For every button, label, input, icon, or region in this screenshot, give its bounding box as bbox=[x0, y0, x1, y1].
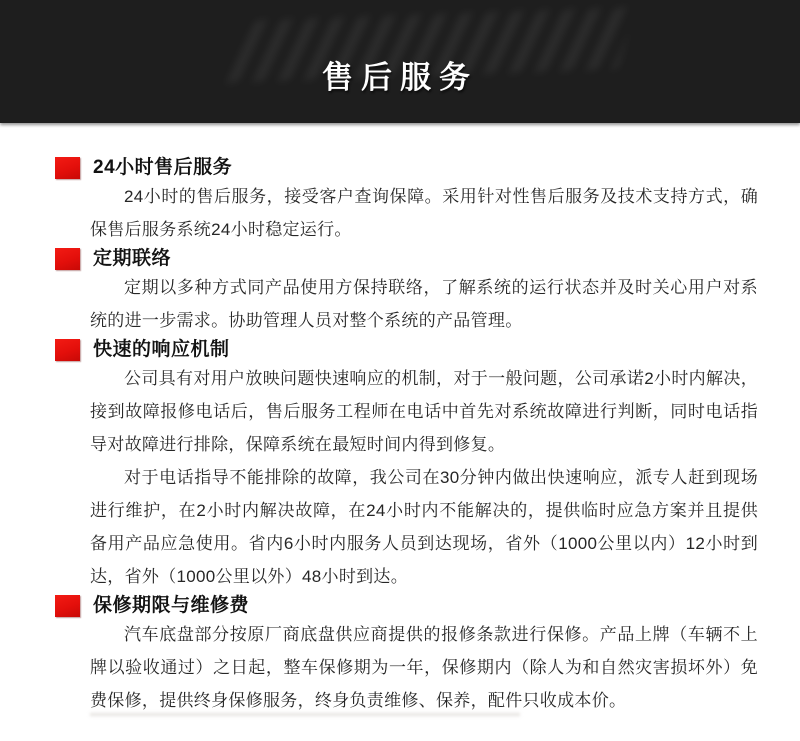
scan-artifact-line bbox=[90, 713, 520, 716]
section-heading-row bbox=[55, 593, 758, 618]
section-body bbox=[55, 271, 758, 337]
section-heading: 保修期限与维修费 bbox=[93, 595, 250, 616]
section-paragraph: 汽车底盘部分按原厂商底盘供应商提供的报修条款进行保修。产品上牌（车辆不上牌以验收通过）之日起，整车保修期为一年，保修期内（除人为和自然灾害损坏外）免费保修，提供终身保修服务，终身负责维修、保养，配件只收成本价。 bbox=[90, 625, 758, 710]
section-paragraph: 24小时的售后服务，接受客户查询保障。采用针对性售后服务及技术支持方式，确保售后服务系统24小时稳定运行。 bbox=[90, 187, 758, 239]
section-paragraph: 对于电话指导不能排除的故障，我公司在30分钟内做出快速响应，派专人赶到现场进行维护，在2小时内解决故障，在24小时内不能解决的，提供临时应急方案并且提供备用产品应急使用。省内6小时内服务人员到达现场，省外（1000公里以内）12小时到达，省外（1000公里以外）48小时到达。 bbox=[90, 468, 758, 586]
red-square-bullet bbox=[55, 339, 80, 361]
red-square-bullet bbox=[55, 248, 80, 270]
section-body bbox=[55, 180, 758, 246]
section-heading: 24小时售后服务 bbox=[93, 157, 233, 178]
section-heading-row bbox=[55, 337, 758, 362]
section-paragraph: 公司具有对用户放映问题快速响应的机制，对于一般问题，公司承诺2小时内解决，接到故障报修电话后，售后服务工程师在电话中首先对系统故障进行判断，同时电话指导对故障进行排除，保障系统在最短时间内得到修复。 bbox=[90, 369, 758, 454]
section-heading-row bbox=[55, 155, 758, 180]
header-banner bbox=[0, 0, 800, 123]
section-24h-service bbox=[55, 155, 758, 246]
section-body bbox=[55, 362, 758, 593]
red-square-bullet bbox=[55, 157, 80, 179]
section-body bbox=[55, 618, 758, 717]
section-paragraph: 定期以多种方式同产品使用方保持联络，了解系统的运行状态并及时关心用户对系统的进一步需求。协助管理人员对整个系统的产品管理。 bbox=[90, 278, 758, 330]
page-title: 售后服务 bbox=[322, 60, 478, 95]
section-heading-row bbox=[55, 246, 758, 271]
section-rapid-response bbox=[55, 337, 758, 593]
red-square-bullet bbox=[55, 595, 80, 617]
section-warranty bbox=[55, 593, 758, 717]
section-regular-contact bbox=[55, 246, 758, 337]
content-area bbox=[0, 123, 800, 717]
section-heading: 定期联络 bbox=[93, 248, 172, 269]
section-heading: 快速的响应机制 bbox=[93, 339, 230, 360]
